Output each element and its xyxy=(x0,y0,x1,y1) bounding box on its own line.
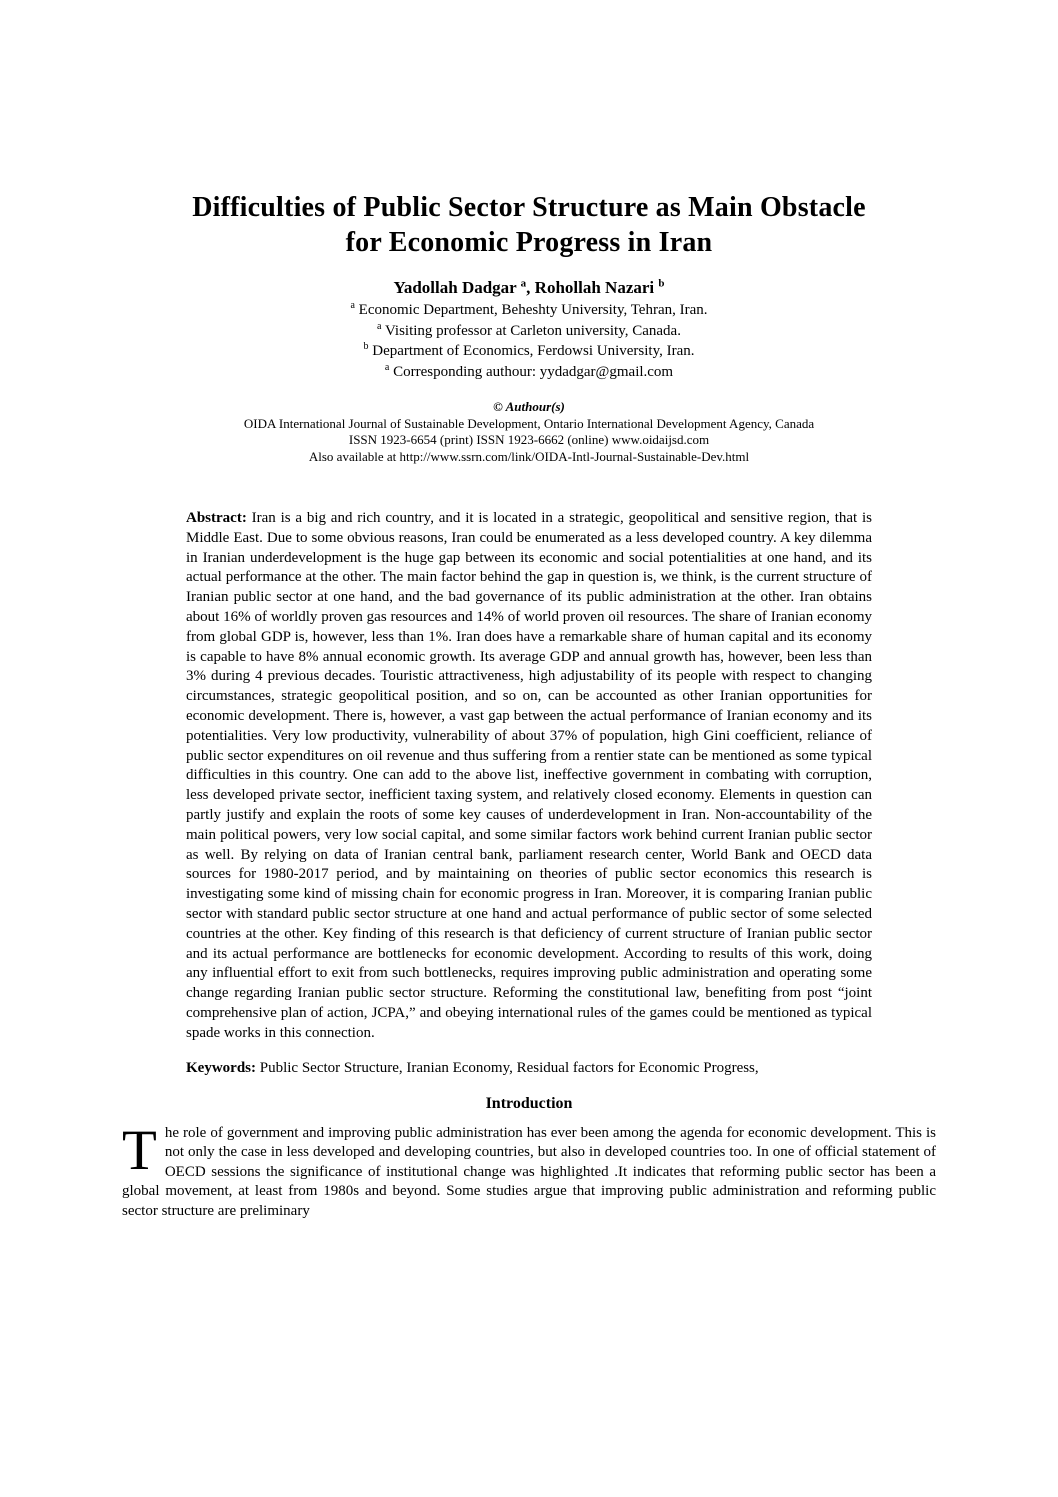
abstract-paragraph xyxy=(186,509,872,1044)
affiliation-text-2: Visiting professor at Carleton university, Canada. xyxy=(384,322,681,339)
paper-header xyxy=(0,0,1058,465)
abstract-text: Iran is a big and rich country, and it is located in a strategic, geopolitical and sensitive region, that is Middle East. Due to some obvious reasons, Iran could be enumerated as a less developed country. A key dilemma in Iranian underdevelopment is the huge gap between its economic and social potentialities at one hand, and its actual performance at the other. The main factor behind the gap in question is, we think, is the current structure of Iranian public sector at one hand, and the bad governance of its public administration at the other. Iran obtains about 16% of worldly proven gas resources and 14% of world proven oil resources. The share of Iranian economy from global GDP is, however, less than 1%. Iran does have a remarkable share of human capital and its economy is capable to have 8% annual economic growth. Its average GDP and annual growth has, however, been less than 3% during 4 previous decades. Touristic attractiveness, high adjustability of its people with respect to changing circumstances, strategic geopolitical position, and so on, can be accounted as other Iranian opportunities for economic development. There is, however, a vast gap between the actual performance of Iranian economy and its potentialities. Very low productivity, vulnerability of about 37% of population, high Gini coefficient, reliance of public sector expenditures on oil revenue and thus suffering from a rentier state can be mentioned as some typical difficulties in this country. One can add to the above list, ineffective government in combating with corruption, less developed private sector, inefficient taxing system, and relatively closed economy. Elements in question can partly justify and explain the roots of some key causes of underdevelopment in Iran. Non-accountability of the main political powers, very low social capital, and some similar factors work behind current Iranian public sector as well. By relying on data of Iranian central bank, parliament research center, World Bank and OECD data sources for 1980-2017 period, and by maintaining on theories of public sector economics this research is investigating some kind of missing chain for economic progress in Iran. Moreover, it is comparing Iranian public sector with standard public sector structure at one hand and actual performance of public sector of some selected countries at the other. Key finding of this research is that deficiency of current structure of Iranian public sector and its actual performance are bottlenecks for economic development. According to results of this work, doing any influential effort to exit from such bottlenecks, requires improving public administration and operating some change regarding Iranian public sector structure. Reforming the constitutional law, benefiting from post “joint comprehensive plan of action, JCPA,” and obeying international rules of the games could be mentioned as typical spade works in this connection. xyxy=(186,510,872,1041)
keywords-text: Public Sector Structure, Iranian Economy, Residual factors for Economic Progress, xyxy=(259,1059,759,1076)
affiliation-line-2 xyxy=(0,321,1058,342)
affiliation-line-3 xyxy=(0,341,1058,362)
keywords-label: Keywords: xyxy=(186,1059,256,1076)
introduction-text: he role of government and improving public administration has ever been among the agenda for economic development. This is not only the case in less developed and developing countries, but also in developed countries too. In one of official statement of OECD sessions the significance of institutional change was highlighted .It indicates that reforming public sector has been a global movement, at least from 1980s and beyond. Some studies argue that improving public administration and reforming public sector structure are preliminary xyxy=(122,1124,936,1219)
corresponding-author-email: Corresponding authour: yydadgar@gmail.com xyxy=(393,363,674,380)
author-name-2: Rohollah Nazari xyxy=(534,278,659,297)
affiliation-mark-4: a xyxy=(384,361,390,373)
affiliation-mark-1: a xyxy=(350,300,355,311)
author-name-1: Yadollah Dadgar xyxy=(393,278,521,297)
title-line-2: for Economic Progress in Iran xyxy=(345,227,713,258)
affiliations-block xyxy=(0,300,1058,382)
author-affiliation-mark-2: b xyxy=(658,277,665,290)
availability-line: Also available at http://www.ssrn.com/link/OIDA-Intl-Journal-Sustainable-Dev.html xyxy=(308,448,750,464)
affiliation-text-3: Department of Economics, Ferdowsi University, Iran. xyxy=(372,343,695,359)
authors-line xyxy=(0,277,1058,298)
abstract-label: Abstract: xyxy=(186,510,247,526)
keywords-line xyxy=(186,1058,872,1078)
dropcap-letter: T xyxy=(122,1118,157,1182)
affiliation-mark-3: b xyxy=(363,341,369,352)
introduction-paragraph xyxy=(122,1118,936,1222)
affiliation-line-4 xyxy=(0,362,1058,383)
authors-separator: , xyxy=(526,278,535,297)
paper-title xyxy=(0,190,1058,260)
copyright-block xyxy=(0,399,1058,465)
affiliation-line-1 xyxy=(0,300,1058,321)
introduction-heading: Introduction xyxy=(485,1094,573,1112)
affiliation-mark-2: a xyxy=(377,320,382,332)
copyright-author-line: © Authour(s) xyxy=(493,399,565,414)
title-line-1: Difficulties of Public Sector Structure as Main Obstacle xyxy=(192,192,866,223)
affiliation-text-1: Economic Department, Beheshty University, Tehran, Iran. xyxy=(358,302,708,318)
journal-name-line: OIDA International Journal of Sustainable Development, Ontario International Development Agency, Canada xyxy=(243,415,815,431)
issn-line: ISSN 1923-6654 (print) ISSN 1923-6662 (online) www.oidaijsd.com xyxy=(348,432,710,447)
author-affiliation-mark-1: a xyxy=(520,277,527,290)
